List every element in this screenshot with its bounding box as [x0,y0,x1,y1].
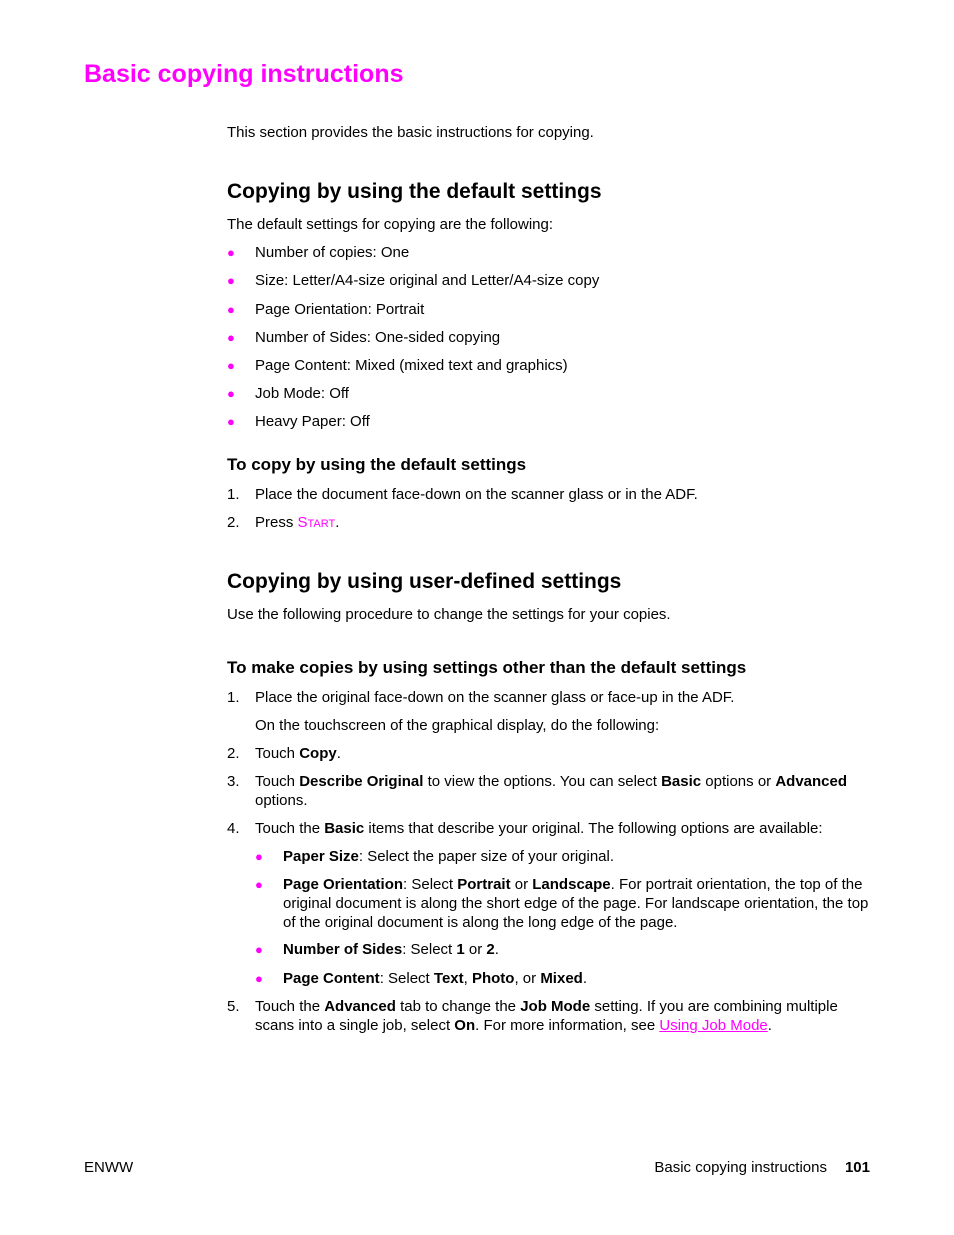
bullet-icon: ● [227,358,235,373]
page-title: Basic copying instructions [84,60,404,88]
default-settings-lead: The default settings for copying are the following: [227,216,554,233]
page-number: 101 [844,1159,870,1176]
section-heading-user-defined: Copying by using user-defined settings [227,570,622,593]
bullet-icon: ● [255,971,263,986]
bullet-icon: ● [227,386,235,401]
bullet-icon: ● [255,942,263,957]
subheading-user-procedure: To make copies by using settings other than the default settings [227,658,747,677]
bullet-icon: ● [227,414,235,429]
footer-right [654,1158,870,1177]
step-note: On the touchscreen of the graphical display, do the following: [255,717,660,734]
footer-left: ENWW [84,1159,134,1176]
using-job-mode-link[interactable]: Using Job Mode [659,1017,768,1034]
user-defined-lead: Use the following procedure to change the settings for your copies. [227,606,671,623]
intro-paragraph: This section provides the basic instructions for copying. [227,124,594,141]
bullet-icon: ● [255,849,263,864]
footer-chapter: Basic copying instructions [654,1159,827,1176]
subheading-default-procedure: To copy by using the default settings [227,455,527,474]
bullet-icon: ● [227,302,235,317]
bullet-icon: ● [227,245,235,260]
bullet-icon: ● [227,273,235,288]
bullet-icon: ● [255,877,263,892]
section-heading-default: Copying by using the default settings [227,180,602,203]
bullet-icon: ● [227,330,235,345]
start-key-label: Start [297,514,336,531]
